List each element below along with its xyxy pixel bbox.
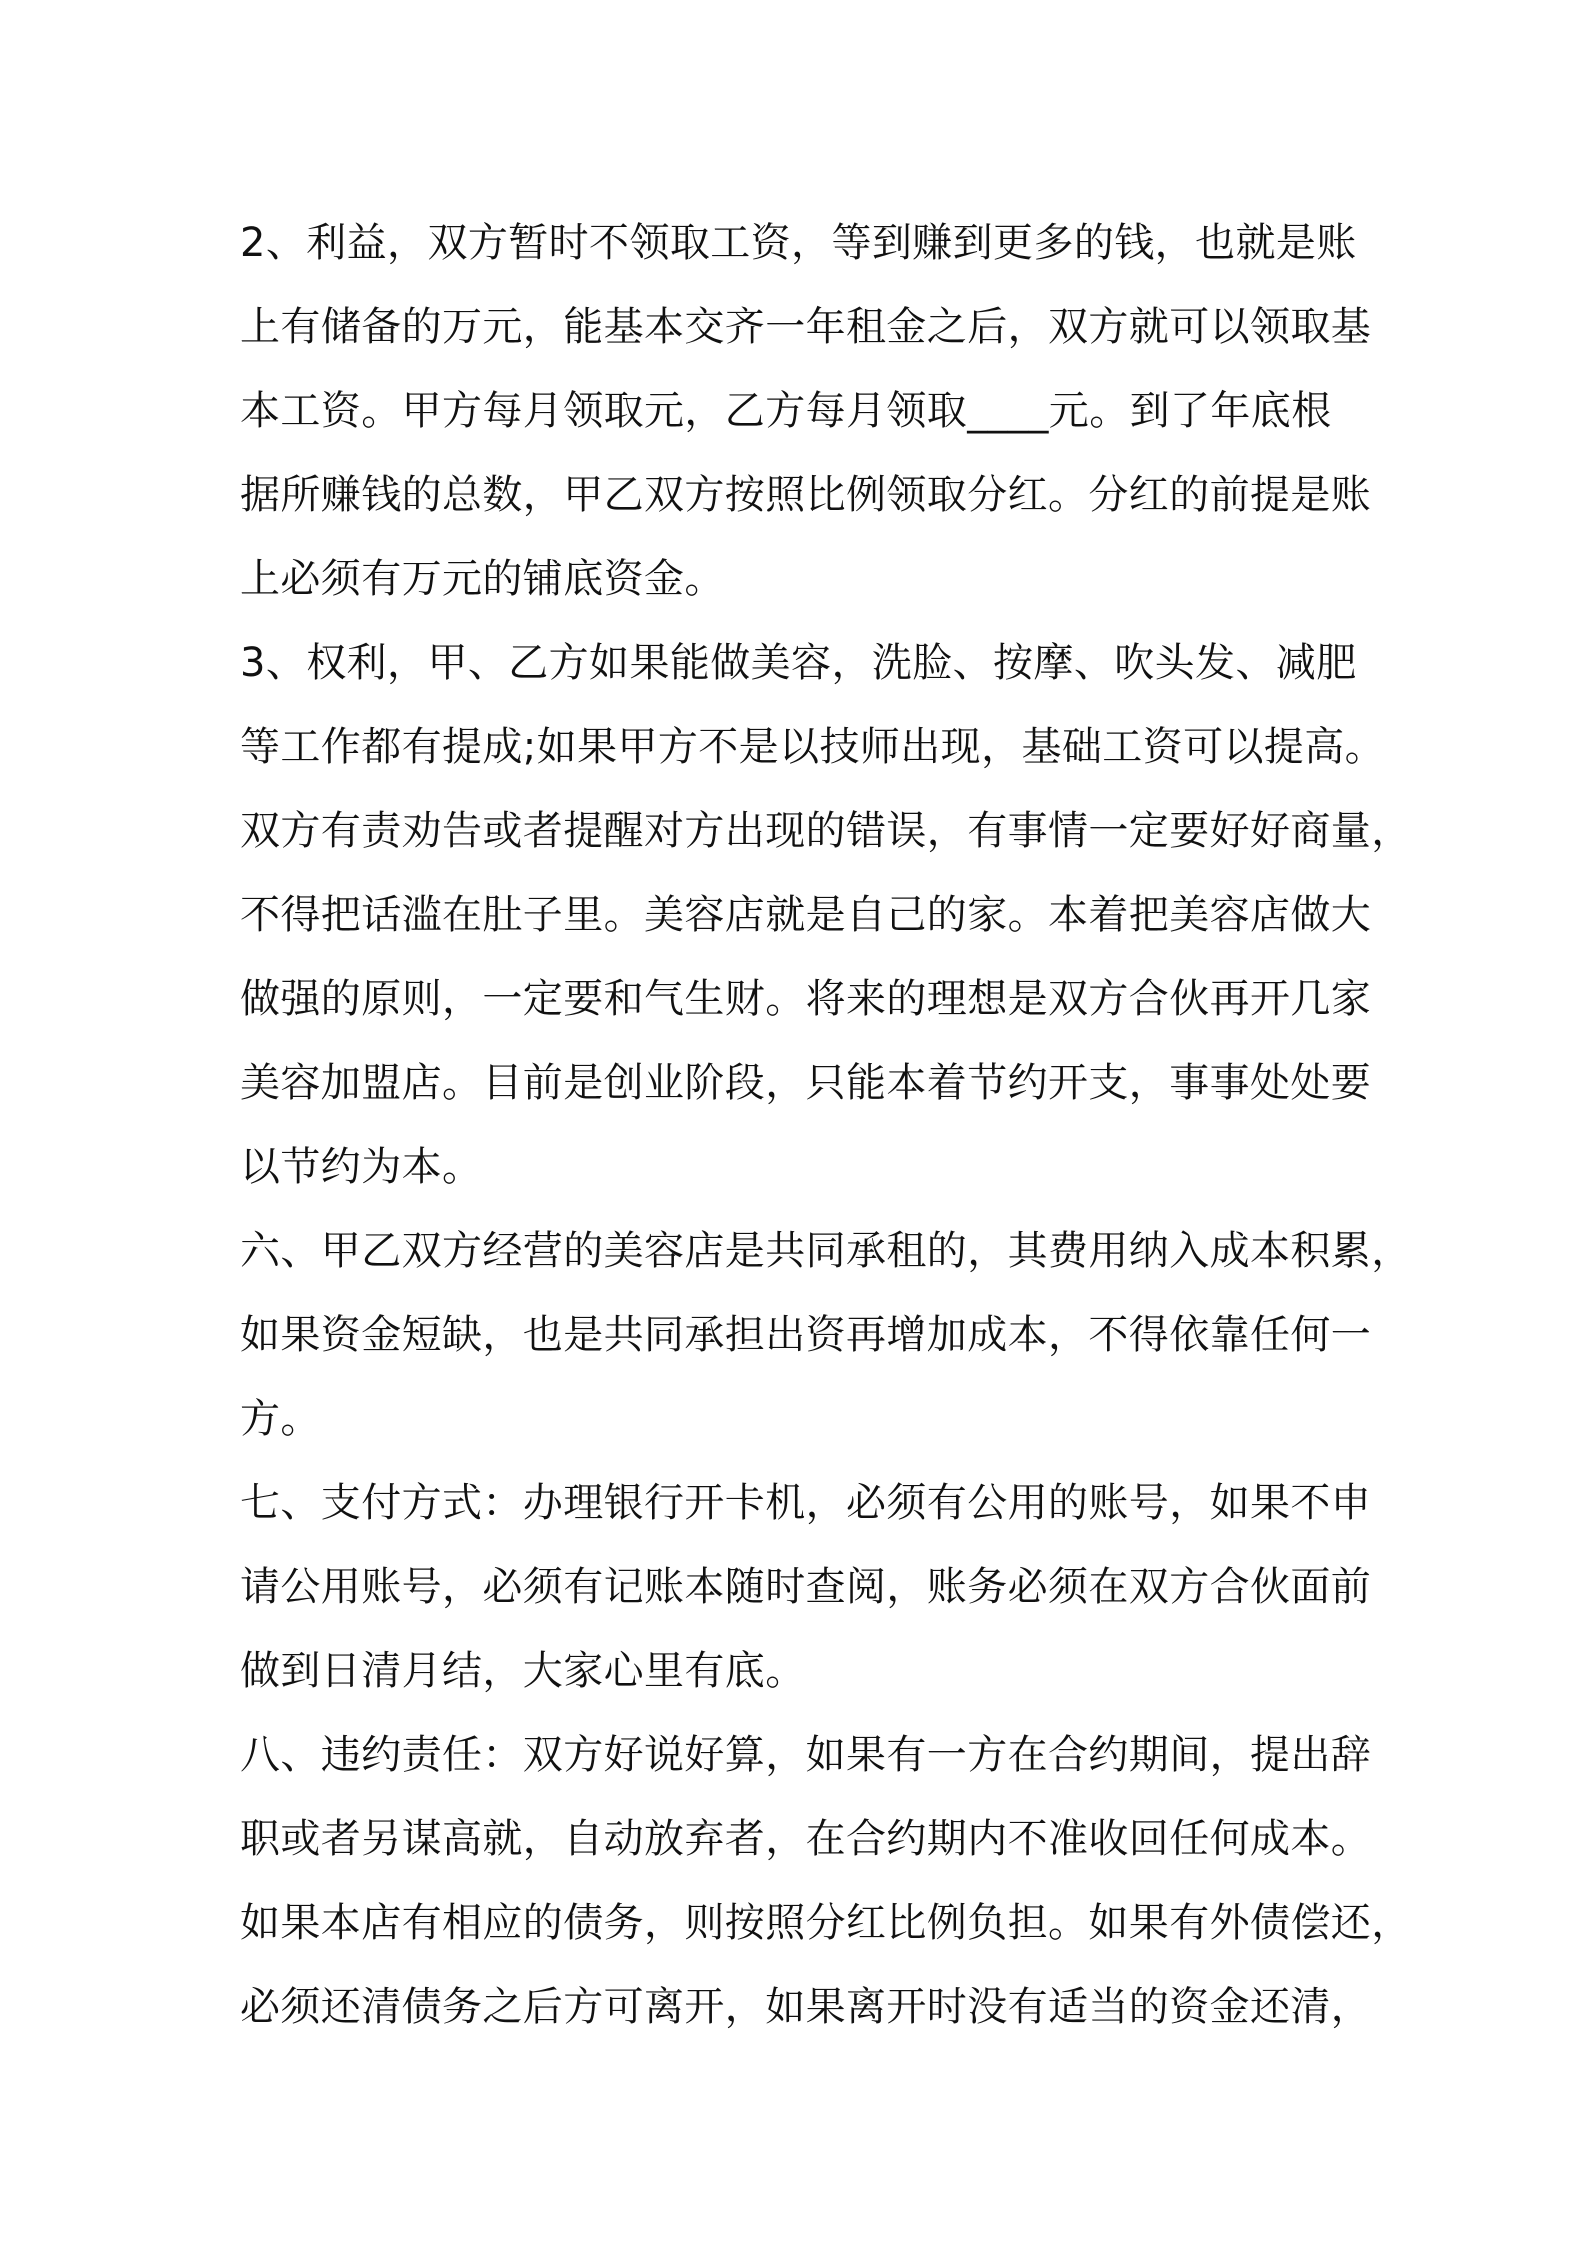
- text-line: 上有储备的万元，能基本交齐一年租金之后，双方就可以领取基: [240, 304, 1372, 350]
- text-line: 如果资金短缺，也是共同承担出资再增加成本，不得依靠任何一: [240, 1312, 1372, 1358]
- text-line: 2、利益，双方暂时不领取工资，等到赚到更多的钱，也就是账: [240, 220, 1357, 266]
- text-line: 等工作都有提成;如果甲方不是以技师出现，基础工资可以提高。: [240, 724, 1386, 770]
- text-line: 八、违约责任：双方好说好算，如果有一方在合约期间，提出辞: [240, 1732, 1372, 1778]
- text-line: 不得把话滥在肚子里。美容店就是自己的家。本着把美容店做大: [240, 892, 1372, 938]
- text-line: 双方有责劝告或者提醒对方出现的错误，有事情一定要好好商量，: [240, 808, 1412, 854]
- text-line: 3、权利，甲、乙方如果能做美容，洗脸、按摩、吹头发、减肥: [240, 640, 1357, 686]
- text-line: 如果本店有相应的债务，则按照分红比例负担。如果有外债偿还，: [240, 1900, 1412, 1946]
- text-line: 七、支付方式：办理银行开卡机，必须有公用的账号，如果不申: [240, 1480, 1372, 1526]
- text-line: 方。: [240, 1396, 321, 1442]
- text-line: 本工资。甲方每月领取元，乙方每月领取____元。到了年底根: [240, 388, 1332, 434]
- text-line: 做强的原则，一定要和气生财。将来的理想是双方合伙再开几家: [240, 976, 1372, 1022]
- text-line: 据所赚钱的总数，甲乙双方按照比例领取分红。分红的前提是账: [240, 472, 1372, 518]
- text-line: 以节约为本。: [240, 1144, 483, 1190]
- text-line: 必须还清债务之后方可离开，如果离开时没有适当的资金还清，: [240, 1984, 1372, 2030]
- text-line: 请公用账号，必须有记账本随时查阅，账务必须在双方合伙面前: [240, 1564, 1372, 1610]
- text-line: 美容加盟店。目前是创业阶段，只能本着节约开支，事事处处要: [240, 1060, 1372, 1106]
- text-line: 职或者另谋高就，自动放弃者，在合约期内不准收回任何成本。: [240, 1816, 1372, 1862]
- text-line: 六、甲乙双方经营的美容店是共同承租的，其费用纳入成本积累，: [240, 1228, 1412, 1274]
- text-line: 做到日清月结，大家心里有底。: [240, 1648, 806, 1694]
- text-line: 上必须有万元的铺底资金。: [240, 556, 725, 602]
- document-body: [240, 201, 1412, 2049]
